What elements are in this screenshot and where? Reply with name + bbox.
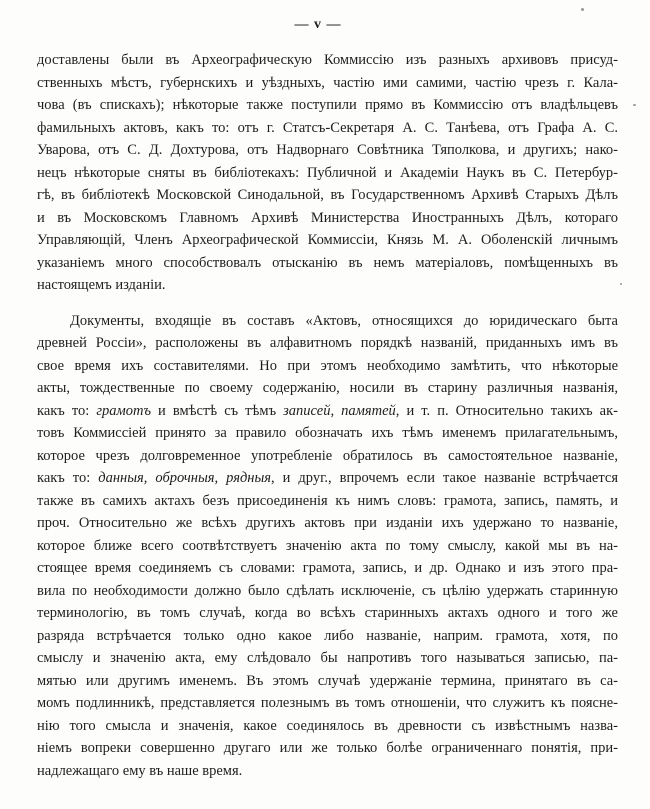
text-line: момъ подлинникѣ, представляется полезнымъ въ томъ отношеніи, что служитъ къ поясне- xyxy=(37,695,618,711)
text-line: и въ Московскомъ Главномъ Архивѣ Министерства Иностранныхъ Дѣлъ, котораго xyxy=(37,209,618,226)
text-line: стоящее время соединяемъ съ словами: грамота, запись, и др. Однако и изъ этого пра- xyxy=(37,560,618,576)
text-line: разряда встрѣчается только одно какое либо названіе, наприм. грамота, хотя, по xyxy=(37,627,618,644)
text-run: , и т. п. Относительно такихъ ак- xyxy=(395,402,618,419)
text-line: указаніемъ много способствовалъ отысканію въ немъ матеріаловъ, помѣщенныхъ въ xyxy=(37,254,618,271)
italic-term: записей, памятей xyxy=(283,402,396,419)
text-line: которое чрезъ долговременное употребленіе обратилось въ самостоятельное названіе, xyxy=(37,447,618,464)
paragraph xyxy=(37,310,618,783)
text-line: проч. Относительно же всѣхъ другихъ актовъ при изданіи ихъ удержано то названіе, xyxy=(37,515,618,531)
text-line: ніемъ вопреки совершенно другаго или же только болѣе ограниченнаго понятія, при- xyxy=(37,740,618,756)
text-line: надлежащаго ему въ наше время. xyxy=(37,762,243,779)
text-line: фамильныхъ актовъ, какъ то: отъ г. Статсъ-Секретаря А. С. Танѣева, отъ Графа А. С. xyxy=(37,119,618,136)
text-line: настоящемъ изданіи. xyxy=(37,277,166,293)
text-line: свое время ихъ составителями. Но при этомъ необходимо замѣтить, что нѣкоторые xyxy=(37,357,618,374)
italic-term: грамотъ xyxy=(96,402,151,419)
text-run: какъ то: xyxy=(37,470,99,486)
text-line: акты, тождественные по своему содержанію, носили въ старину различныя названія, xyxy=(37,380,618,396)
text-line xyxy=(37,400,618,423)
text-block xyxy=(37,49,618,782)
scan-speck xyxy=(620,283,622,285)
text-line: доставлены были въ Археографическую Коммиссію изъ разныхъ архивовъ присуд- xyxy=(37,52,618,68)
paragraph xyxy=(37,49,618,297)
scan-speck xyxy=(633,104,636,106)
text-line: вила по необходимости должно было сдѣлать исключеніе, съ цѣлію удержать старинную xyxy=(37,582,618,599)
text-run: и вмѣстѣ съ тѣмъ xyxy=(151,402,284,419)
text-line: Уварова, отъ С. Д. Дохтурова, отъ Надворнаго Совѣтника Тяполкова, и другихъ; нако- xyxy=(37,142,618,158)
text-line: Управляющій, Членъ Археографической Коммиссіи, Князь М. А. Оболенскій личнымъ xyxy=(37,232,618,248)
text-line: Документы, входящіе въ составъ «Актовъ, относящихся до юридическаго быта xyxy=(70,312,618,329)
italic-term: данныя, оброчныя, рядныя xyxy=(98,470,272,486)
text-line: товъ Коммиссіей принято за правило обозначать ихъ тѣмъ именемъ прилагательнымъ, xyxy=(37,425,618,441)
text-line: ственныхъ мѣстъ, губернскихъ и уѣздныхъ, частію ими самими, частію чрезъ г. Кала- xyxy=(37,74,618,91)
text-line: древней Россіи», расположены въ алфавитномъ порядкѣ названій, приданныхъ имъ въ xyxy=(37,335,618,351)
text-line: смыслу и значенію акта, ему слѣдовало бы напротивъ того называться записью, па- xyxy=(37,650,618,666)
text-line: которое ближе всего соотвѣтствуетъ значенію акта по тому смыслу, какой мы въ на- xyxy=(37,537,618,554)
text-run: какъ то: xyxy=(37,402,97,419)
text-line: гѣ, въ библіотекѣ Московской Синодальной, въ Государственномъ Архивѣ Старыхъ Дѣлъ xyxy=(37,187,618,203)
text-line xyxy=(37,467,618,490)
text-run: , и друг., впрочемъ если такое названіе встрѣчается xyxy=(271,470,618,486)
text-line: также въ самихъ актахъ безъ присоединенія къ нимъ словъ: грамота, запись, память, и xyxy=(37,492,618,509)
text-line: нецъ нѣкоторые сняты въ библіотекахъ: Публичной и Академіи Наукъ въ С. Петербур- xyxy=(37,164,618,181)
text-line: нію того смысла и значенія, какое соединялось въ древности съ извѣстнымъ назва- xyxy=(37,717,618,734)
page-number: — v — xyxy=(294,17,342,32)
scan-speck xyxy=(581,8,584,11)
text-line: чова (въ спискахъ); нѣкоторые также поступили прямо въ Коммиссію отъ владѣльцевъ xyxy=(37,97,618,113)
text-line: терминологію, въ томъ случаѣ, когда во всѣхъ старинныхъ актахъ одного и того же xyxy=(37,605,618,621)
text-line: мятью или другимъ именемъ. Въ этомъ случаѣ удержаніе термина, принятаго въ са- xyxy=(37,672,618,689)
